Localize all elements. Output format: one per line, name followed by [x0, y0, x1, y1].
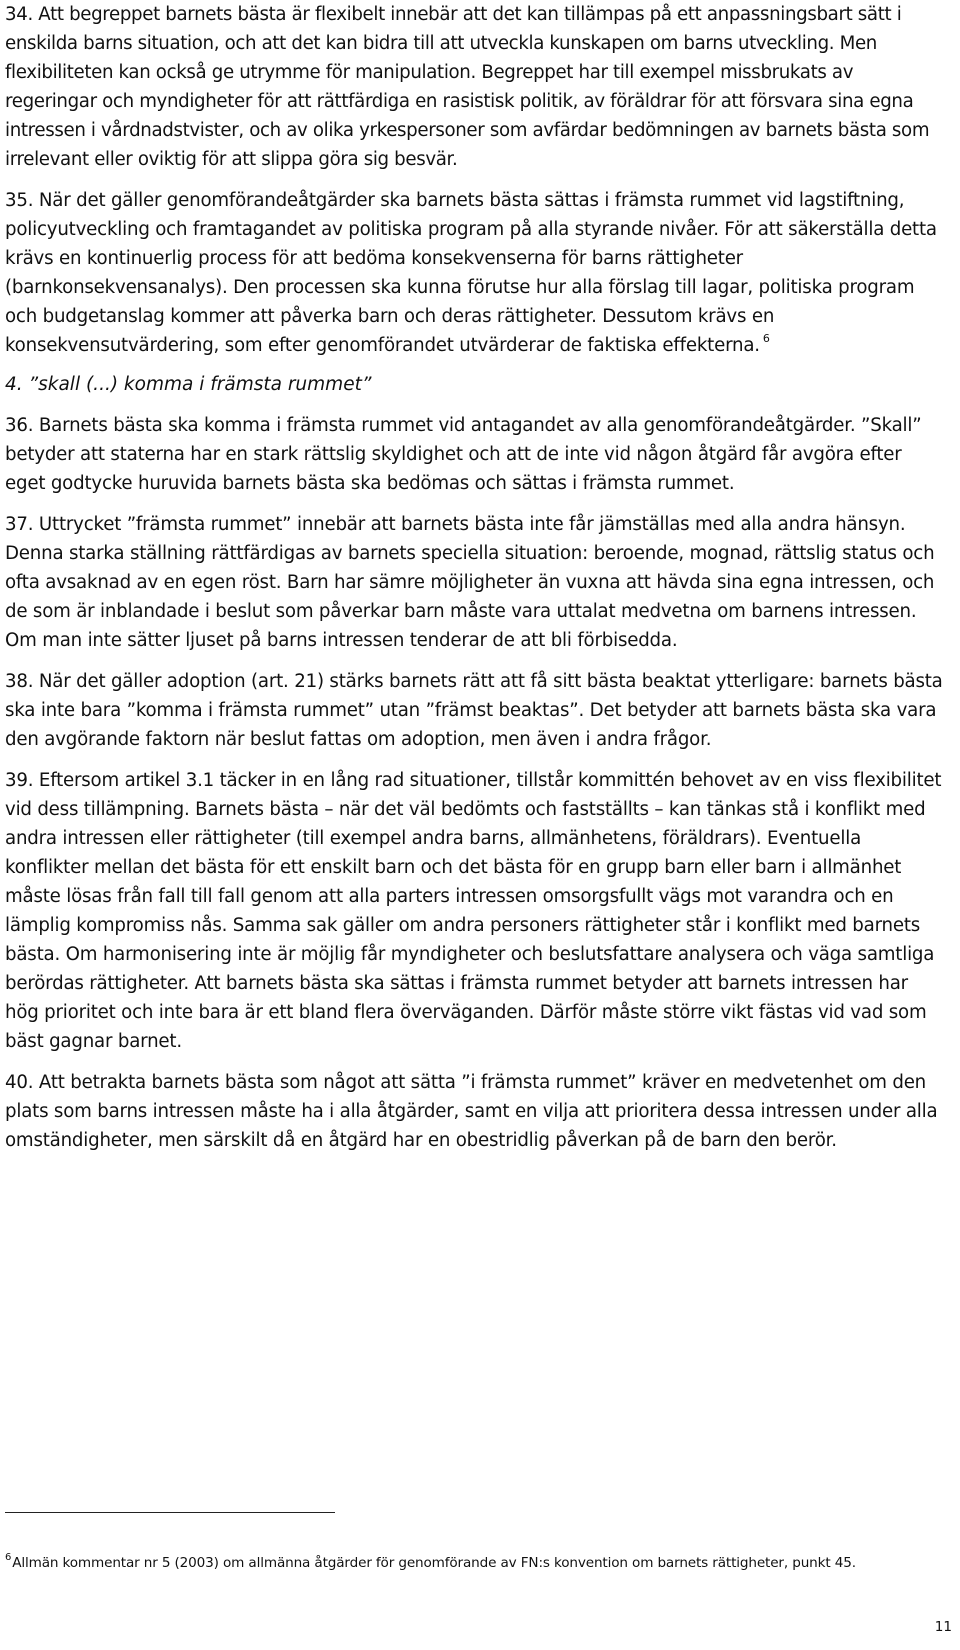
section-heading: 4. ”skall (...) komma i främsta rummet”	[5, 374, 372, 395]
document-body	[5, 0, 945, 1155]
paragraph-37: 37. Uttrycket ”främsta rummet” innebär att barnets bästa inte får jämställas med alla andra hänsyn. Denna starka ställning rättfärdigas av barnets speciella situation: beroende, mognad, rättslig status och ofta avsaknad av en egen röst. Barn har sämre möjligheter än vuxna att hävda sina egna intressen, och de som är inblandade i beslut som påverkar barn måste vara uttalat medvetna om barnens intressen. Om man inte sätter ljuset på barns intressen tenderar de att bli förbisedda.	[5, 514, 935, 651]
footnote-separator	[5, 1512, 335, 1513]
footnote	[5, 1553, 955, 1573]
paragraph-36: 36. Barnets bästa ska komma i främsta rummet vid antagandet av alla genomförandeåtgärder. ”Skall” betyder att staterna har en stark rättslig skyldighet och att de inte vid någon åtgärd får avgöra efter eget godtycke huruvida barnets bästa ska bedömas och sättas i främsta rummet.	[5, 415, 922, 494]
footnote-marker: 6	[5, 1552, 12, 1563]
footnote-text: Allmän kommentar nr 5 (2003) om allmänna åtgärder för genomförande av FN:s konvention om barnets rättigheter, punkt 45.	[12, 1555, 856, 1571]
paragraph-34: 34. Att begreppet barnets bästa är flexibelt innebär att det kan tillämpas på ett anpassningsbart sätt i enskilda barns situation, och att det kan bidra till att utveckla kunskapen om barns utveckling. Men flexibiliteten kan också ge utrymme för manipulation. Begreppet har till exempel missbrukats av regeringar och myndigheter för att rättfärdiga en rasistisk politik, av föräldrar för att försvara sina egna intressen i vårdnadstvister, och av olika yrkespersoner som avfärdar bedömningen av barnets bästa som irrelevant eller oviktig för att slippa göra sig besvär.	[5, 4, 930, 170]
paragraph-35	[5, 186, 945, 360]
paragraph-39: 39. Eftersom artikel 3.1 täcker in en lång rad situationer, tillstår kommittén behovet av en viss flexibilitet vid dess tillämpning. Barnets bästa – när det väl bedömts och fastställts – kan tänkas stå i konflikt med andra intressen eller rättigheter (till exempel andra barns, allmänhetens, föräldrars). Eventuella konflikter mellan det bästa för ett enskilt barn och det bästa för en grupp barn eller barn i allmänhet måste lösas från fall till fall genom att alla parters intressen omsorgsfullt vägs mot varandra och en lämplig kompromiss nås. Samma sak gäller om andra personers rättigheter står i konflikt med barnets bästa. Om harmonisering inte är möjlig får myndigheter och beslutsfattare analysera och väga samtliga berördas rättigheter. Att barnets bästa ska sättas i främsta rummet betyder att barnets intressen har hög prioritet och inte bara är ett bland flera överväganden. Därför måste större vikt fästas vid vad som bäst gagnar barnet.	[5, 770, 942, 1052]
paragraph-38: 38. När det gäller adoption (art. 21) stärks barnets rätt att få sitt bästa beaktat ytterligare: barnets bästa ska inte bara ”komma i främsta rummet” utan ”främst beaktas”. Det betyder att barnets bästa ska vara den avgörande faktorn när beslut fattas om adoption, men även i andra frågor.	[5, 671, 943, 750]
footnote-reference: 6	[762, 332, 770, 345]
page-number: 11	[934, 1619, 952, 1635]
paragraph-35-text: 35. När det gäller genomförandeåtgärder ska barnets bästa sättas i främsta rummet vid lagstiftning, policyutveckling och framtagandet av politiska program på alla styrande nivåer. För att säkerställa detta krävs en kontinuerlig process för att bedöma konsekvenserna för barns rättigheter (barnkonsekvensanalys). Den processen ska kunna förutse hur alla förslag till lagar, politiska program och budgetanslag kommer att påverka barn och deras rättigheter. Dessutom krävs en konsekvensutvärdering, som efter genomförandet utvärderar de faktiska effekterna.	[5, 190, 937, 356]
paragraph-40: 40. Att betrakta barnets bästa som något att sätta ”i främsta rummet” kräver en medvetenhet om den plats som barns intressen måste ha i alla åtgärder, samt en vilja att prioritera dessa intressen under alla omständigheter, men särskilt då en åtgärd har en obestridlig påverkan på de barn den berör.	[5, 1072, 938, 1151]
